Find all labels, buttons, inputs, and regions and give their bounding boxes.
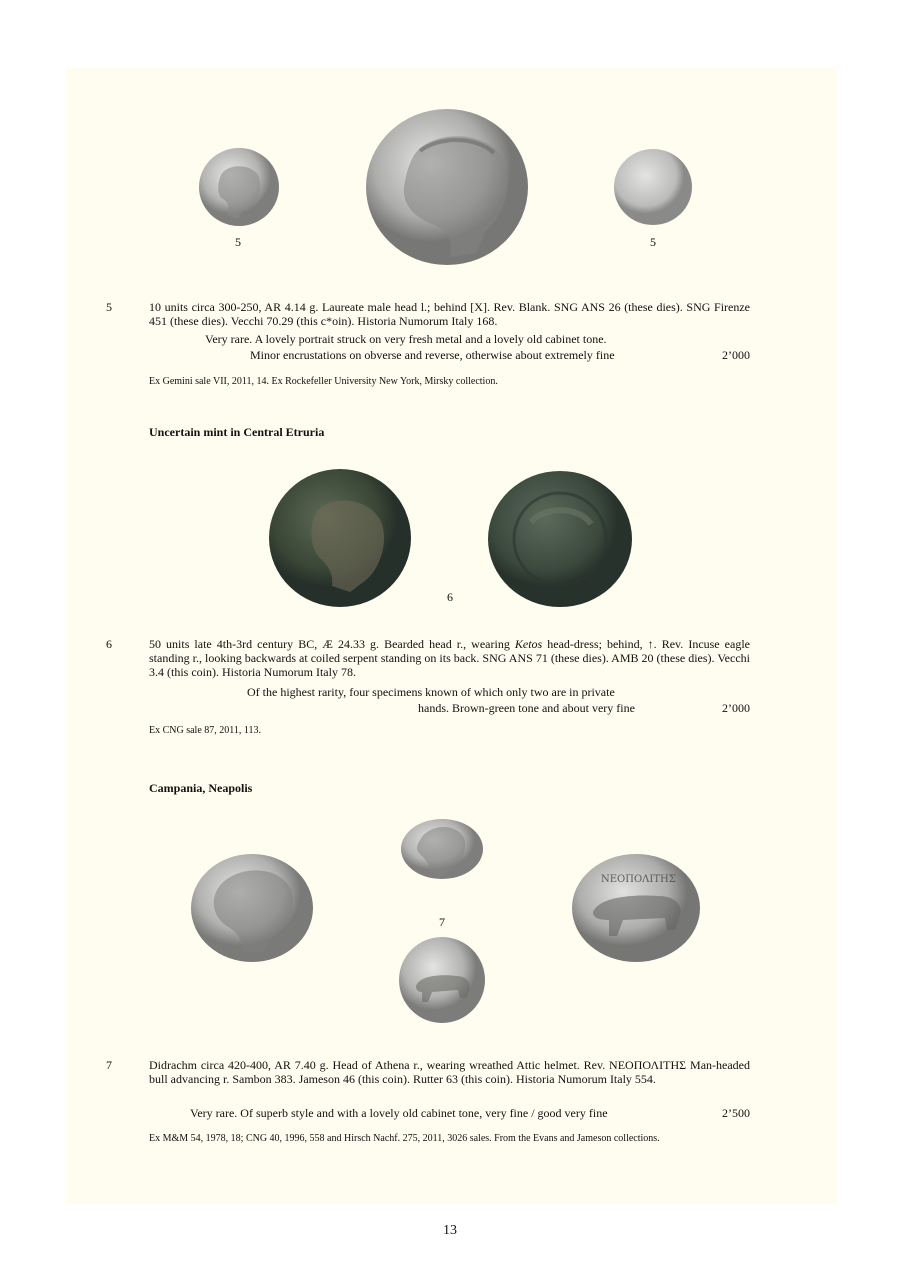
coin-5-obverse-enlarged xyxy=(364,107,530,267)
coin-6-obverse xyxy=(268,468,412,608)
coin-7-obverse-enlarged xyxy=(190,852,314,964)
lot-5-grade-line-2: Minor encrustations on obverse and reverse, otherwise about extremely fine xyxy=(250,348,615,362)
lot-6-description: 50 units late 4th-3rd century BC, Æ 24.33 g. Bearded head r., wearing Ketos head-dress; behind, ↑. Rev. Incuse eagle standing r., looking backwards at coiled serpent standing on its back. SNG ANS 71 (these dies). AMB 20 (these dies). Vecchi 3.4 (this coin). Historia Numorum Italy 78. xyxy=(149,637,750,679)
lot-5-description: 10 units circa 300-250, AR 4.14 g. Laureate male head l.; behind [X]. Rev. Blank. SNG ANS 26 (these dies). SNG Firenze 451 (these dies). Vecchi 70.29 (this c*oin). Historia Numorum Italy 168. xyxy=(149,300,750,328)
lot-5-number: 5 xyxy=(106,300,112,314)
coin-7-caption: 7 xyxy=(439,915,445,929)
lot-5-grade-line-1: Very rare. A lovely portrait struck on very fresh metal and a lovely old cabinet tone. xyxy=(205,332,607,346)
lot-7-grade-line-1: Very rare. Of superb style and with a lovely old cabinet tone, very fine / good very fine xyxy=(190,1106,608,1120)
lot-7-description: Didrachm circa 420-400, AR 7.40 g. Head of Athena r., wearing wreathed Attic helmet. Rev. ΝΕΟΠΟΛΙΤΗΣ Man-headed bull advancing r. Sambon 383. Jameson 46 (this coin). Rutter 63 (this coin). Historia Numorum Italy 554. xyxy=(149,1058,750,1086)
coin-5-reverse-blank xyxy=(612,147,694,227)
lot-6-grade-line-2: hands. Brown-green tone and about very fine xyxy=(418,701,635,715)
coin-7-obverse-small xyxy=(400,818,484,880)
lot-6-provenance: Ex CNG sale 87, 2011, 113. xyxy=(149,725,262,736)
lot-6-estimate: 2’000 xyxy=(722,701,750,715)
lot-7-number: 7 xyxy=(106,1058,112,1072)
coin-7-reverse-legend: ΝΕΟΠΟΛΙΤΗΣ xyxy=(601,874,676,885)
lot-6-number: 6 xyxy=(106,637,112,651)
coin-5-caption-left: 5 xyxy=(235,235,241,249)
lot-6-grade-line-1: Of the highest rarity, four specimens known of which only two are in private xyxy=(247,685,615,699)
section-heading-campania-neapolis: Campania, Neapolis xyxy=(149,781,253,795)
section-heading-central-etruria: Uncertain mint in Central Etruria xyxy=(149,425,325,439)
coin-6-caption: 6 xyxy=(447,590,453,604)
lot-5-provenance: Ex Gemini sale VII, 2011, 14. Ex Rockefeller University New York, Mirsky collection. xyxy=(149,376,498,387)
lot-5-estimate: 2’000 xyxy=(722,348,750,362)
lot-7-estimate: 2’500 xyxy=(722,1106,750,1120)
coin-6-reverse xyxy=(487,470,633,608)
lot-7-provenance: Ex M&M 54, 1978, 18; CNG 40, 1996, 558 and Hirsch Nachf. 275, 2011, 3026 sales. From the Evans and Jameson collections. xyxy=(149,1133,660,1144)
coin-7-reverse-enlarged xyxy=(571,852,701,964)
coin-5-caption-right: 5 xyxy=(650,235,656,249)
coin-7-reverse-small xyxy=(398,936,486,1024)
coin-5-obverse-small xyxy=(197,145,281,229)
page-number: 13 xyxy=(443,1223,457,1238)
